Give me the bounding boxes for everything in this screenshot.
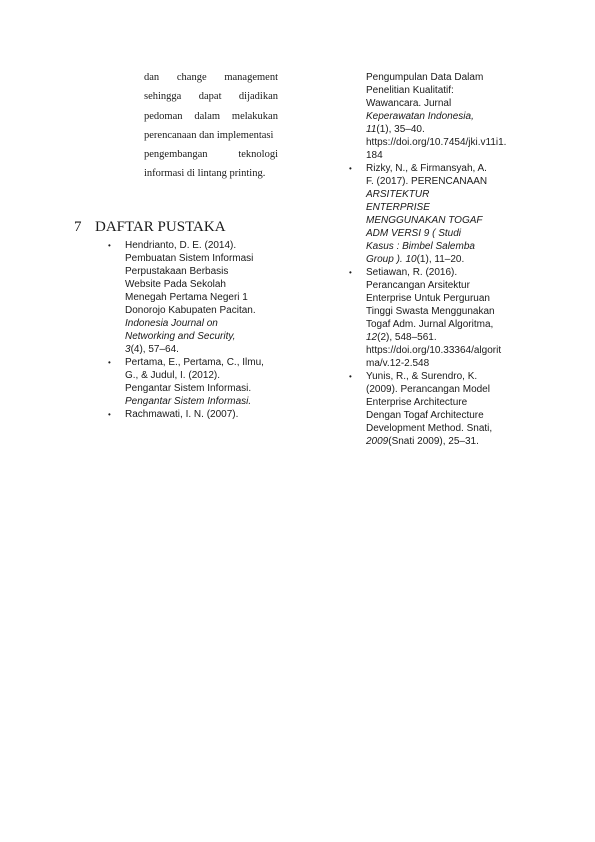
reference-line: Hendrianto, D. E. (2014).: [125, 240, 237, 251]
reference-line: 184: [366, 150, 383, 161]
reference-line: Perpustakaan Berbasis: [125, 266, 229, 277]
reference-line: Pembuatan Sistem Informasi: [125, 253, 254, 264]
reference-line: Website Pada Sekolah: [125, 279, 226, 290]
reference-line: https://doi.org/10.7454/jki.v11i1.: [366, 137, 507, 148]
reference-item: [108, 356, 283, 408]
reference-issue-pages: (1), 11–20.: [416, 254, 465, 265]
reference-line: Penelitian Kualitatif:: [366, 85, 454, 96]
reference-line: ARSITEKTUR: [366, 189, 430, 200]
reference-line: Tinggi Swasta Menggunakan: [366, 306, 495, 317]
body-word: melakukan: [231, 110, 278, 122]
reference-line: Pertama, E., Pertama, C., Ilmu,: [125, 357, 264, 368]
body-line: [144, 68, 278, 87]
body-paragraph: [144, 68, 278, 184]
reference-item: [349, 370, 527, 448]
body-word: change: [176, 72, 207, 83]
reference-line: [366, 123, 527, 136]
reference-volume: 3: [125, 344, 131, 355]
references-left-column: [108, 239, 283, 421]
reference-line: Rachmawati, I. N. (2007).: [125, 409, 239, 420]
reference-line: Pengantar Sistem Informasi.: [125, 383, 252, 394]
reference-line: F. (2017). PERENCANAAN: [366, 176, 488, 187]
bullet-icon: •: [349, 268, 352, 277]
body-line: [144, 164, 278, 183]
body-word: informasi di lintang printing.: [144, 168, 266, 180]
reference-line: [125, 343, 283, 356]
reference-item: [349, 162, 527, 266]
bullet-icon: •: [108, 358, 111, 367]
reference-line: Indonesia Journal on: [125, 318, 218, 329]
section-number: 7: [74, 219, 82, 235]
reference-line: Enterprise Architecture: [366, 397, 468, 408]
body-line: [144, 87, 278, 106]
reference-line: G., & Judul, I. (2012).: [125, 370, 221, 381]
reference-volume: 12: [366, 332, 378, 343]
reference-line: Development Method. Snati,: [366, 423, 493, 434]
body-word: dan: [144, 72, 160, 83]
reference-line: Yunis, R., & Surendro, K.: [366, 371, 478, 382]
body-word: teknologi: [238, 149, 278, 161]
reference-line: Pengumpulan Data Dalam: [366, 72, 484, 83]
body-word: dapat: [198, 91, 222, 103]
reference-line: Dengan Togaf Architecture: [366, 410, 484, 421]
body-line: [144, 145, 278, 164]
reference-line: MENGGUNAKAN TOGAF: [366, 215, 483, 226]
reference-line: Menegah Pertama Negeri 1: [125, 292, 248, 303]
reference-line: (2009). Perancangan Model: [366, 384, 490, 395]
body-line: [144, 126, 278, 145]
body-word: dalam: [194, 110, 221, 122]
reference-line: Rizky, N., & Firmansyah, A.: [366, 163, 487, 174]
section-title: DAFTAR PUSTAKA: [95, 219, 226, 235]
body-word: sehingga: [144, 91, 182, 103]
reference-item: [108, 239, 283, 356]
reference-line: [366, 331, 527, 344]
reference-line: [366, 253, 527, 266]
bullet-icon: •: [108, 410, 111, 419]
body-word: management: [224, 72, 278, 83]
reference-item: [349, 71, 527, 162]
reference-line: Wawancara. Jurnal: [366, 98, 452, 109]
reference-line: Pengantar Sistem Informasi.: [125, 396, 252, 407]
reference-line: Donorojo Kabupaten Pacitan.: [125, 305, 256, 316]
reference-volume: Group ). 10: [366, 254, 417, 265]
body-word: dijadikan: [238, 91, 278, 103]
reference-issue-pages: (4), 57–64.: [130, 344, 179, 355]
reference-line: ADM VERSI 9 ( Studi: [366, 228, 462, 239]
reference-line: ENTERPRISE: [366, 202, 430, 213]
reference-line: Perancangan Arsitektur: [366, 280, 470, 291]
reference-line: https://doi.org/10.33364/algorit: [366, 345, 502, 356]
reference-line: Togaf Adm. Jurnal Algoritma,: [366, 319, 494, 330]
reference-line: Enterprise Untuk Perguruan: [366, 293, 490, 304]
references-right-column: [349, 71, 527, 448]
reference-line: [366, 435, 527, 448]
body-word: pengembangan: [144, 149, 208, 161]
body-word: pedoman: [144, 110, 183, 122]
reference-line: Kasus : Bimbel Salemba: [366, 241, 475, 252]
reference-issue-pages: (1), 35–40.: [376, 124, 425, 135]
body-word: perencanaan dan implementasi: [144, 129, 274, 141]
reference-line: Setiawan, R. (2016).: [366, 267, 458, 278]
bullet-icon: •: [108, 241, 111, 250]
bullet-icon: •: [349, 372, 352, 381]
reference-volume: 2009: [366, 436, 389, 447]
reference-line: ma/v.12-2.548: [366, 358, 430, 369]
reference-item: [108, 408, 283, 421]
reference-volume: 11: [366, 124, 377, 135]
reference-line: Keperawatan Indonesia,: [366, 111, 474, 122]
reference-line: Networking and Security,: [125, 331, 236, 342]
body-line: [144, 107, 278, 126]
reference-issue-pages: (2), 548–561.: [377, 332, 437, 343]
section-heading: [74, 219, 226, 236]
bullet-icon: •: [349, 164, 352, 173]
reference-item: [349, 266, 527, 370]
reference-issue-pages: (Snati 2009), 25–31.: [388, 436, 479, 447]
